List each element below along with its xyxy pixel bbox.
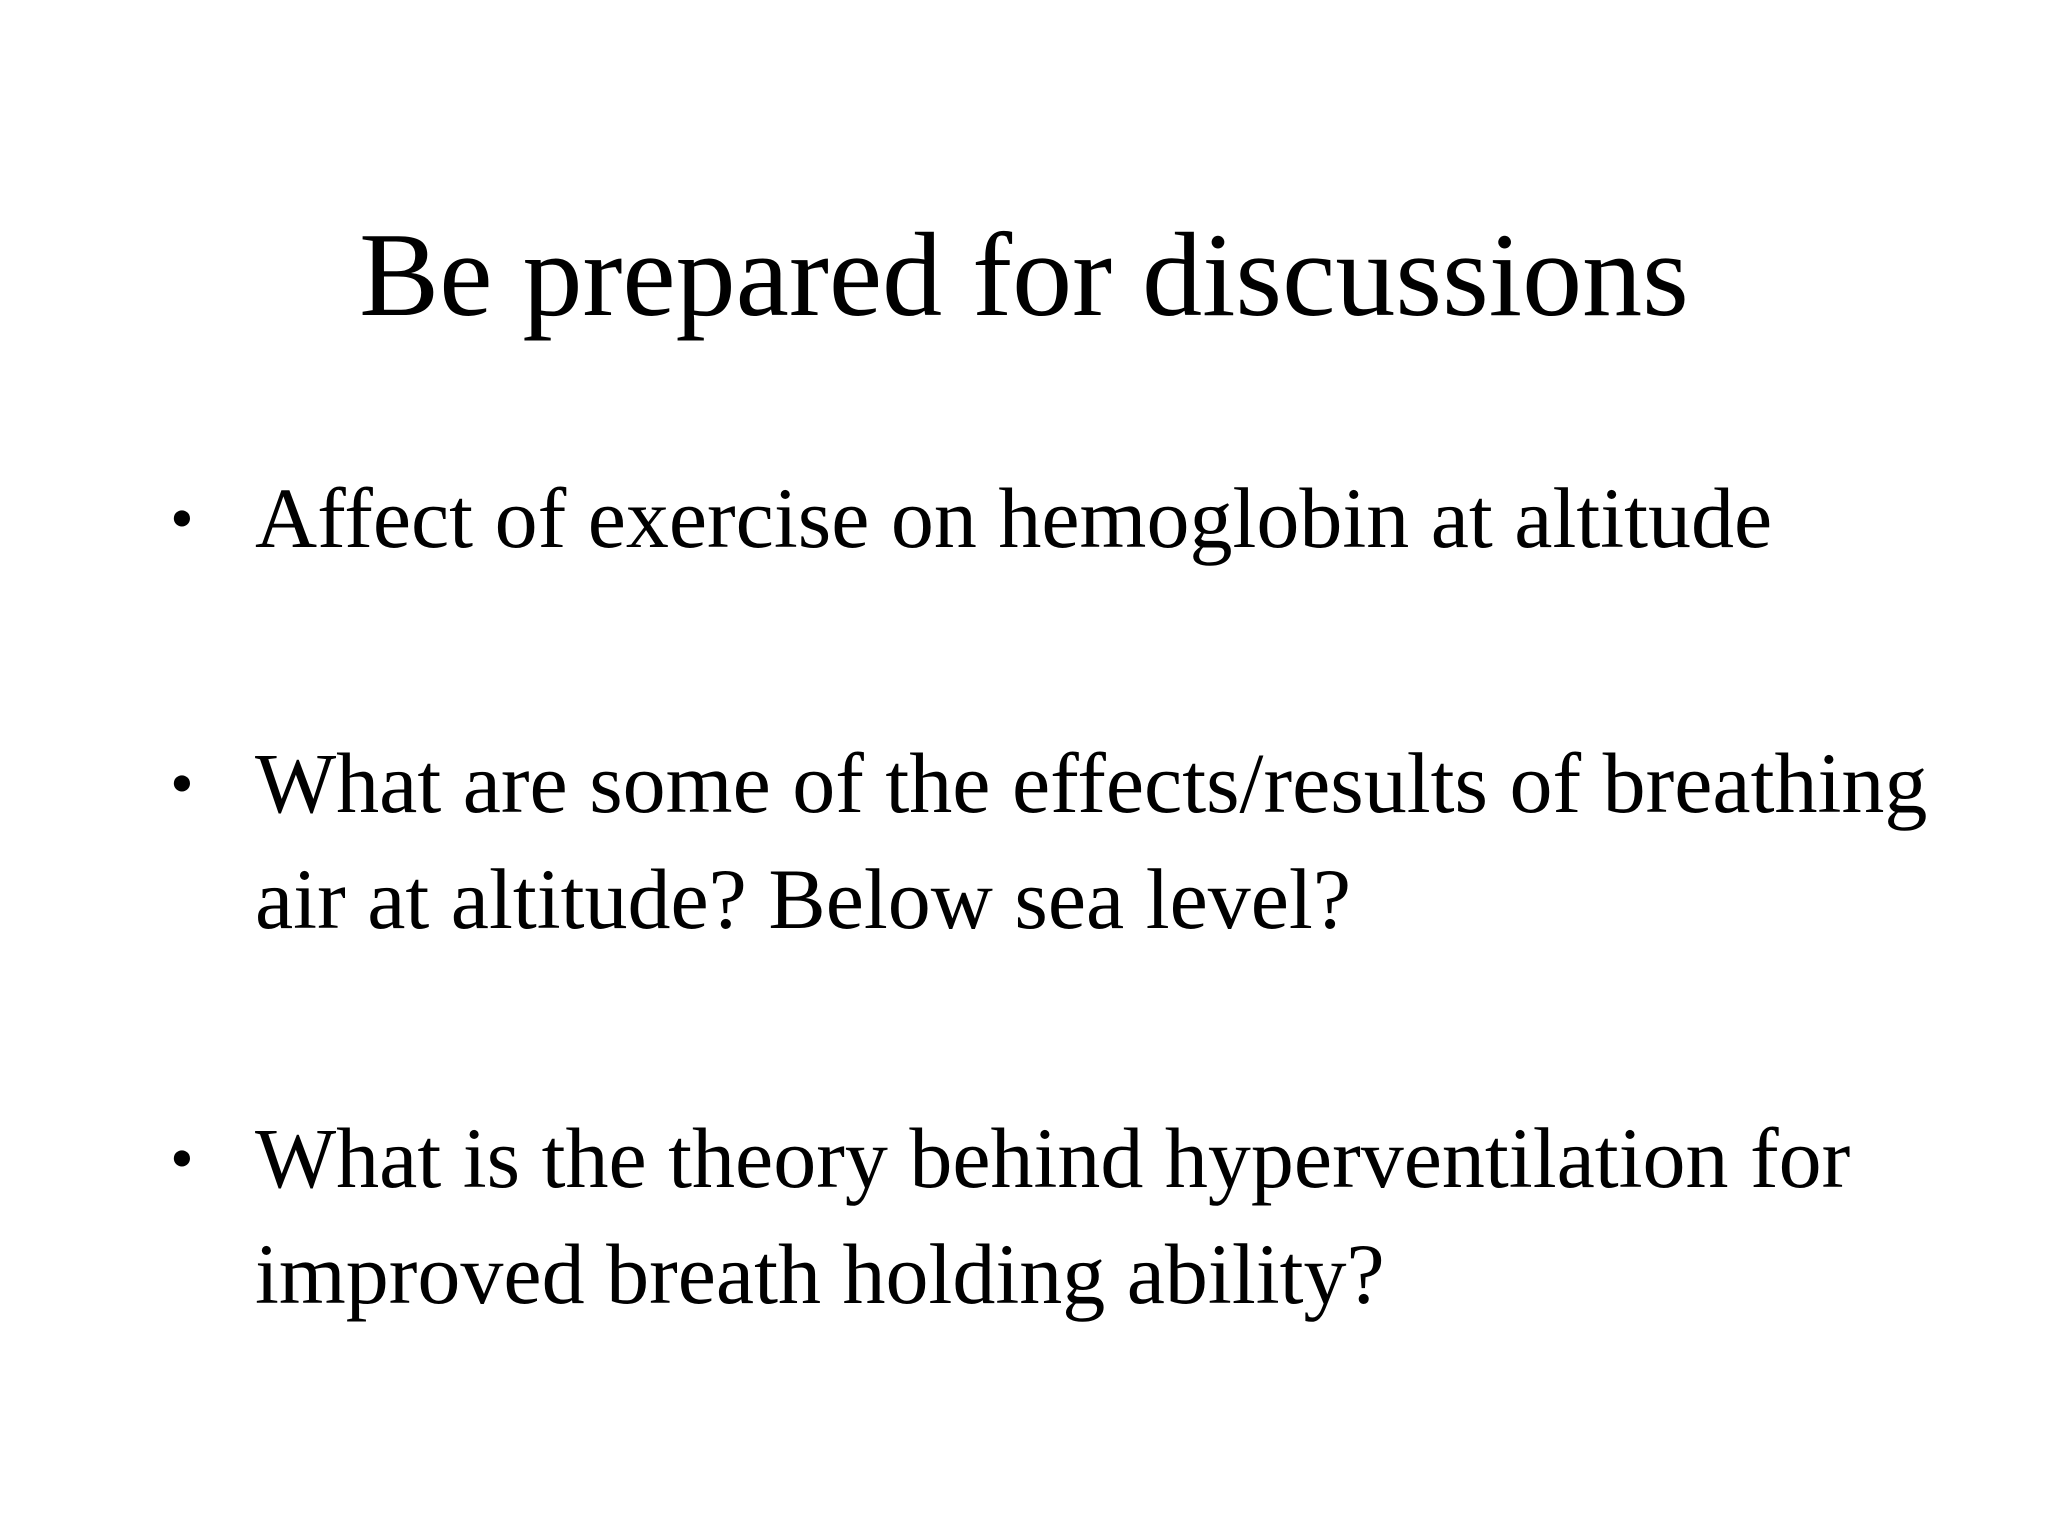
bullet-item [170, 460, 1930, 576]
bullet-icon: • [170, 745, 194, 821]
bullet-icon: • [170, 480, 194, 556]
bullet-item [170, 725, 1930, 957]
bullet-text: What are some of the effects/results of breathing air at altitude? Below sea level? [255, 735, 1928, 947]
bullet-item [170, 1100, 1930, 1332]
bullet-icon: • [170, 1120, 194, 1196]
bullet-text: Affect of exercise on hemoglobin at altitude [255, 470, 1773, 566]
bullet-text: What is the theory behind hyperventilation for improved breath holding ability? [255, 1110, 1851, 1322]
slide-title: Be prepared for discussions [359, 208, 1689, 341]
